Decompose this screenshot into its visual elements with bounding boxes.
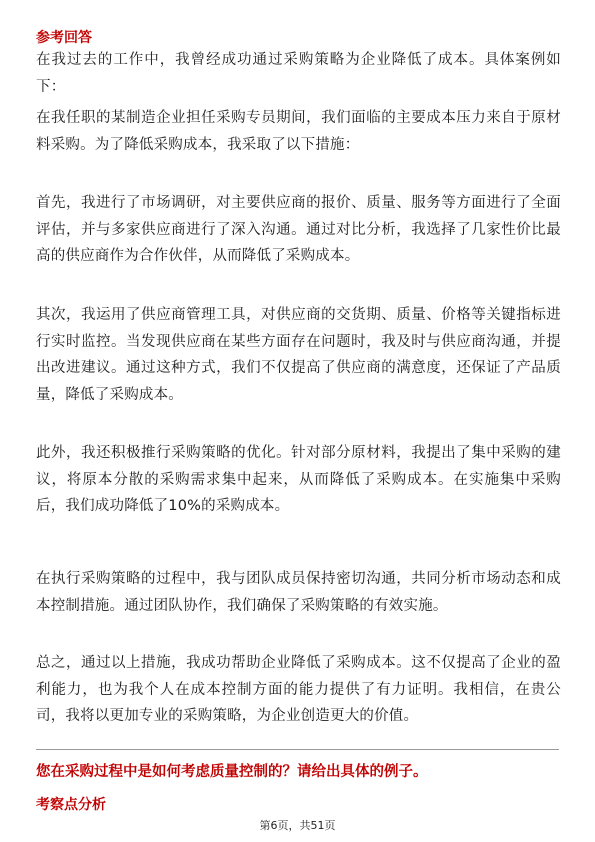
section-divider (36, 749, 559, 750)
answer-paragraph: 在执行采购策略的过程中，我与团队成员保持密切沟通，共同分析市场动态和成本控制措施。通过团队协作，我们确保了采购策略的有效实施。 (36, 571, 561, 614)
answer-paragraph: 在我任职的某制造企业担任采购专员期间，我们面临的主要成本压力来自于原材料采购。为了降低采购成本，我采取了以下措施： (36, 110, 561, 153)
answer-paragraph: 首先，我进行了市场调研，对主要供应商的报价、质量、服务等方面进行了全面评估，并与多家供应商进行了深入沟通。通过对比分析，我选择了几家性价比最高的供应商作为合作伙伴，从而降低了采购成本。 (36, 195, 561, 264)
page-footer: 第6页，共51页 (259, 819, 336, 832)
answer-paragraph: 其次，我运用了供应商管理工具，对供应商的交货期、质量、价格等关键指标进行实时监控。当发现供应商在某些方面存在问题时，我及时与供应商沟通，并提出改进建议。通过这种方式，我们不仅提高了供应商的满意度，还保证了产品质量，降低了采购成本。 (36, 307, 561, 403)
answer-heading: 参考回答 (36, 30, 92, 46)
next-question: 您在采购过程中是如何考虑质量控制的？请给出具体的例子。 (36, 764, 428, 780)
answer-paragraph: 此外，我还积极推行采购策略的优化。针对部分原材料，我提出了集中采购的建议，将原本分散的采购需求集中起来，从而降低了采购成本。在实施集中采购后，我们成功降低了10%的采购成本。 (36, 445, 561, 514)
analysis-heading: 考察点分析 (36, 797, 106, 813)
answer-paragraph: 总之，通过以上措施，我成功帮助企业降低了采购成本。这不仅提高了企业的盈利能力，也为我个人在成本控制方面的能力提供了有力证明。我相信，在贵公司，我将以更加专业的采购策略，为企业创造更大的价值。 (36, 655, 561, 724)
answer-paragraph: 在我过去的工作中，我曾经成功通过采购策略为企业降低了成本。具体案例如下： (36, 52, 561, 95)
